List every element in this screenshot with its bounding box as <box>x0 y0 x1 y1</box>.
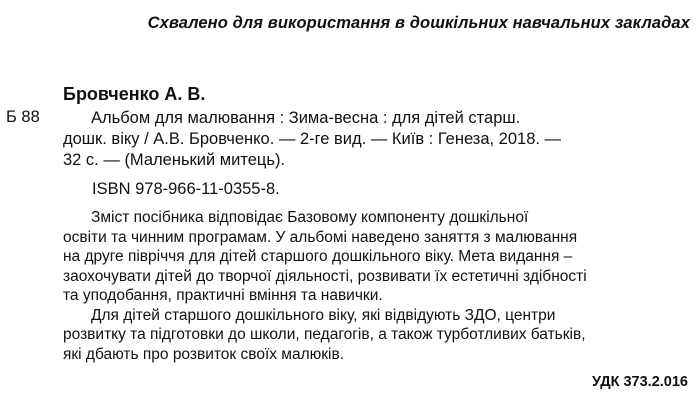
abstract-line: які дбають про розвиток своїх малюків. <box>63 345 345 363</box>
abstract-line: на друге півріччя для дітей старшого дошкільного віку. Мета видання – <box>63 248 573 265</box>
isbn: ISBN 978-966-11-0355-8. <box>92 180 280 198</box>
abstract-line: розвитку та підготовки до школи, педагогів, а також турботливих батьків, <box>63 326 586 343</box>
author-heading: Бровченко А. В. <box>63 84 206 104</box>
abstract-line: освіти та чинним програмам. У альбомі наведено заняття з малювання <box>63 228 578 246</box>
classification-code: Б 88 <box>6 108 40 126</box>
abstract <box>63 208 685 364</box>
approval-note: Схвалено для використання в дошкільних навчальних закладах <box>147 14 690 32</box>
bib-line: дошк. віку / А.В. Бровченко. — 2-ге вид. — Київ : Генеза, 2018. — <box>63 130 562 148</box>
bib-line: Альбом для малювання : Зима-весна : для дітей старш. <box>91 109 521 127</box>
abstract-line: та уподобання, практичні вміння та навички. <box>63 287 383 304</box>
bibliographic-description <box>63 108 685 171</box>
bib-line: 32 с. — (Маленький митець). <box>63 151 286 169</box>
abstract-line: Для дітей старшого дошкільного віку, які відвідують ЗДО, центри <box>91 306 556 324</box>
udc-code: УДК 373.2.016 <box>592 374 688 390</box>
abstract-line: Зміст посібника відповідає Базовому компоненту дошкільної <box>91 209 529 226</box>
abstract-line: заохочувати дітей до творчої діяльності, розвивати їх естетичні здібності <box>63 267 587 285</box>
